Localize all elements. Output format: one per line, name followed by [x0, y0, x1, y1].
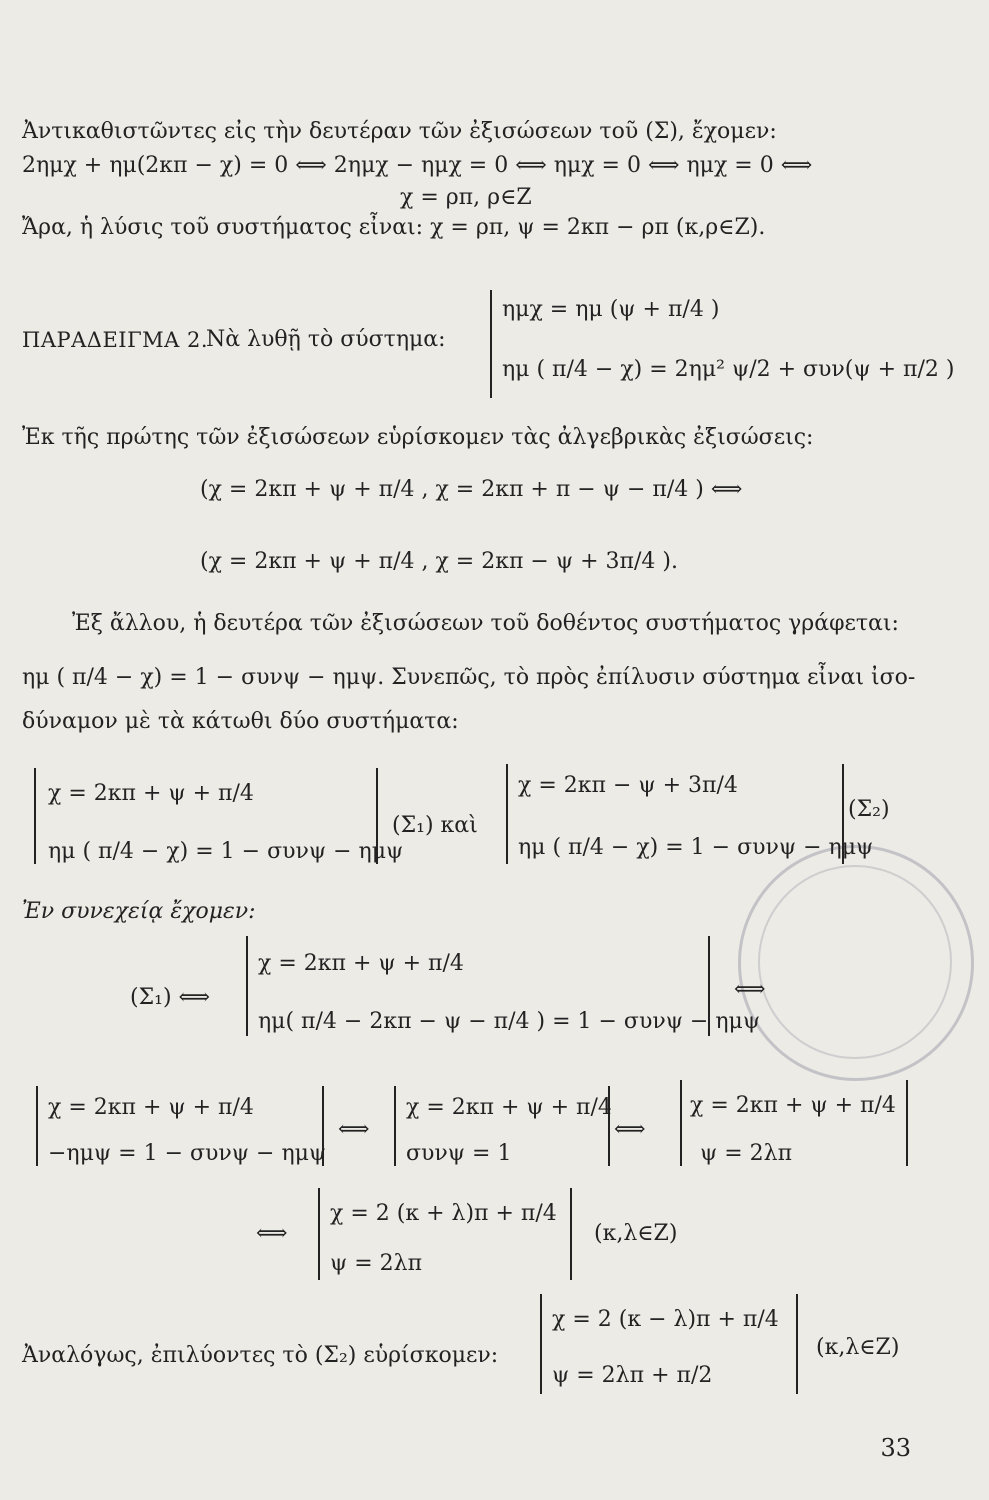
- library-stamp-inner: [758, 865, 952, 1059]
- system-brace: [394, 1086, 406, 1166]
- system-brace: [598, 1086, 610, 1166]
- system-brace: [506, 764, 518, 864]
- text-line: Ἐν συνεχείᾳ ἔχομεν:: [22, 899, 256, 924]
- math-line: (χ = 2κπ + ψ + π/4 , χ = 2κπ + π − ψ − π/4 ) ⟺: [200, 477, 743, 502]
- equivalence-arrow: ⟺: [256, 1221, 288, 1246]
- system-brace: [246, 936, 258, 1036]
- page-number: 33: [880, 1434, 911, 1462]
- math-line: 2ημχ + ημ(2κπ − χ) = 0 ⟺ 2ημχ − ημχ = 0 ⟺ ημχ = 0 ⟺ ημχ = 0 ⟺: [22, 153, 813, 178]
- system-label: (Σ₁) ⟺: [130, 985, 211, 1010]
- system-brace: [312, 1086, 324, 1166]
- system-brace: [560, 1188, 572, 1280]
- system-label: (Σ₁) καὶ: [392, 813, 478, 838]
- system-equation: ημ ( π/4 − χ) = 2ημ² ψ/2 + συν(ψ + π/2 ): [502, 357, 955, 382]
- system-equation: χ = 2κπ + ψ + π/4: [690, 1093, 896, 1118]
- system-equation: −ημψ = 1 − συνψ − ημψ: [48, 1141, 327, 1166]
- system-equation: ημχ = ημ (ψ + π/4 ): [502, 297, 720, 322]
- equivalence-arrow: ⟺: [338, 1117, 370, 1142]
- system-brace: [540, 1294, 552, 1394]
- system-label: (Σ₂): [848, 797, 890, 822]
- system-equation: ημ ( π/4 − χ) = 1 − συνψ − ημψ: [48, 839, 404, 864]
- system-brace: [896, 1080, 908, 1166]
- example-heading: ΠΑΡΑΔΕΙΓΜΑ 2.: [22, 328, 209, 352]
- equivalence-arrow: ⟺: [614, 1117, 646, 1142]
- system-brace: [36, 1086, 48, 1166]
- text-line: ημ ( π/4 − χ) = 1 − συνψ − ημψ. Συνεπῶς, τὸ πρὸς ἐπίλυσιν σύστημα εἶναι ἰσο-: [22, 665, 916, 690]
- system-equation: χ = 2κπ + ψ + π/4: [48, 781, 254, 806]
- system-equation: ψ = 2λπ + π/2: [552, 1363, 713, 1388]
- system-equation: χ = 2 (κ + λ)π + π/4: [330, 1201, 557, 1226]
- text-line: Νὰ λυθῇ τὸ σύστημα:: [206, 327, 446, 352]
- system-equation: ψ = 2λπ: [330, 1251, 423, 1276]
- system-brace: [34, 768, 46, 864]
- condition: (κ,λ∈Ζ): [816, 1335, 900, 1360]
- text-line: Ἐξ ἄλλου, ἡ δευτέρα τῶν ἐξισώσεων τοῦ δοθέντος συστήματος γράφεται:: [72, 611, 899, 636]
- system-equation: ημ ( π/4 − χ) = 1 − συνψ − ημψ: [518, 835, 874, 860]
- system-equation: ημ( π/4 − 2κπ − ψ − π/4 ) = 1 − συνψ − ημψ: [258, 1009, 761, 1034]
- system-brace: [490, 290, 502, 398]
- system-brace: [366, 768, 378, 864]
- math-line: (χ = 2κπ + ψ + π/4 , χ = 2κπ − ψ + 3π/4 ).: [200, 549, 678, 574]
- system-brace: [318, 1188, 330, 1280]
- system-equation: χ = 2κπ + ψ + π/4: [258, 951, 464, 976]
- text-line: Ἀναλόγως, ἐπιλύοντες τὸ (Σ₂) εὑρίσκομεν:: [22, 1343, 499, 1368]
- system-equation: ψ = 2λπ: [700, 1141, 793, 1166]
- system-brace: [786, 1294, 798, 1394]
- system-brace: [698, 936, 710, 1036]
- text-line: Ἄρα, ἡ λύσις τοῦ συστήματος εἶναι: χ = ρπ, ψ = 2κπ − ρπ (κ,ρ∈Ζ).: [22, 215, 766, 240]
- system-equation: χ = 2κπ + ψ + π/4: [48, 1095, 254, 1120]
- text-line: Ἐκ τῆς πρώτης τῶν ἐξισώσεων εὑρίσκομεν τὰς ἀλγεβρικὰς ἐξισώσεις:: [22, 425, 814, 450]
- equivalence-arrow: ⟺: [734, 977, 766, 1002]
- system-equation: χ = 2κπ + ψ + π/4: [406, 1095, 612, 1120]
- system-equation: χ = 2κπ − ψ + 3π/4: [518, 773, 738, 798]
- system-equation: συνψ = 1: [406, 1141, 512, 1166]
- system-equation: χ = 2 (κ − λ)π + π/4: [552, 1307, 779, 1332]
- system-brace: [832, 764, 844, 864]
- math-line: χ = ρπ, ρ∈Ζ: [400, 185, 532, 210]
- text-line: δύναμον μὲ τὰ κάτωθι δύο συστήματα:: [22, 709, 459, 734]
- text-line: Ἀντικαθιστῶντες εἰς τὴν δευτέραν τῶν ἐξισώσεων τοῦ (Σ), ἔχομεν:: [22, 119, 777, 144]
- condition: (κ,λ∈Ζ): [594, 1221, 678, 1246]
